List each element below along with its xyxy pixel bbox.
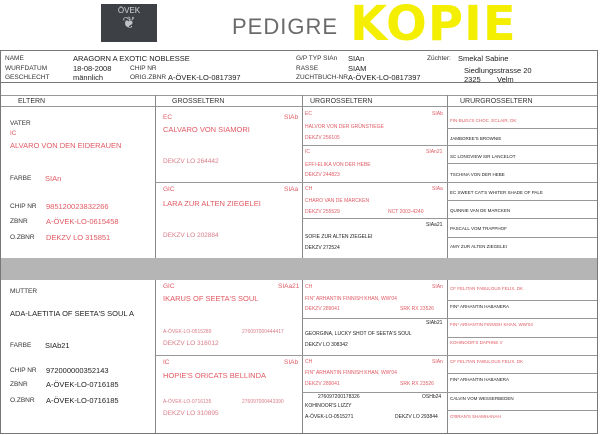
gp-name: HOPIE'S ORICATS BELLINDA	[163, 371, 266, 380]
uugp-name: PASCALL VOM TRAPPHOF	[450, 226, 507, 231]
mother-name: ADA-LAETITIA OF SEETA'S SOUL A	[10, 309, 134, 318]
zuechter-label: Züchter:	[427, 55, 451, 62]
father-title: IC	[10, 130, 17, 137]
zuechter-value: Smekal Sabine	[458, 54, 509, 63]
gp-reg: DEKZV LO 264442	[163, 158, 219, 165]
ugp-color: SIAn	[432, 284, 443, 290]
uugp-name: JAMBOREE'S BROWNIE	[450, 136, 502, 141]
ugp-name: KOHINOOR'S LIZZY	[305, 403, 352, 409]
ugp-color: SIAa	[432, 186, 443, 192]
breeder-address: Siedlungsstrasse 20	[464, 66, 532, 75]
gp-reg2: A-ÖVEK-LO-0515289	[163, 329, 212, 335]
gp-reg: DEKZV LO 316012	[163, 340, 219, 347]
gp-chip: 276097000444417	[242, 329, 284, 335]
gp-title: GIC	[163, 186, 175, 193]
ugp-name: EFFI-ELIKA VON DER HEBE	[305, 162, 371, 168]
ugp-name: FIN" ARHANTIN FINNISH KHAN, WW'04	[305, 370, 397, 376]
father-ozbnr: DEKZV LO 315851	[46, 233, 111, 242]
orig-zbnr-value: A-ÖVEK-LO-0817397	[168, 73, 241, 82]
wurfdatum-value: 18-08-2008	[73, 64, 112, 73]
ugp-color: SIAb21	[426, 320, 443, 326]
gp-color: SIAb	[284, 359, 299, 366]
breeder-city: Velm	[497, 75, 514, 84]
ugp-title: EC	[305, 111, 312, 117]
gp-chip: 276097000443390	[242, 399, 284, 405]
uugp-name: FIN* ARHANTIN HABANERA	[450, 377, 510, 382]
orig-zbnr-label: ORIG.ZBNR	[130, 74, 167, 81]
father-farbe-label: FARBE	[10, 175, 32, 182]
gp-reg: DEKZV LO 310895	[163, 410, 219, 417]
gp-type-value: SIAn	[348, 54, 365, 63]
ugp-name: FIN" ARHANTIN FINNISH KHAN, WW'04	[305, 296, 397, 302]
gp-color: SIAb	[284, 114, 299, 121]
uugp-name: FIN* ARHANTIN HABANERA	[450, 304, 510, 309]
gp-reg2: A-ÖVEK-LO-0716135	[163, 399, 212, 405]
uugp-name: SC LONGVIEW SIR LANCELOT	[450, 154, 516, 159]
father-chip-label: CHIP NR	[10, 203, 37, 210]
ugp-color: SIAb	[432, 111, 443, 117]
ugp-name: SOFIE ZUR ALTEN ZIEGELEI	[305, 234, 373, 240]
name-label: NAME	[5, 55, 24, 62]
gp-name: IKARUS OF SEETA'S SOUL	[163, 294, 259, 303]
mother-zbnr-label: ZBNR	[10, 381, 28, 388]
col-header-eltern: ELTERN	[18, 98, 46, 105]
gp-reg: DEKZV LO 202884	[163, 232, 219, 239]
ugp-reg: DEKZV LO 308342	[305, 342, 348, 348]
ugp-extra: DEKZV LO 293844	[395, 414, 438, 420]
ugp-color: SIAn	[432, 359, 443, 365]
gp-type-label: G/P TYP SIAn	[296, 55, 338, 62]
mother-chip-label: CHIP NR	[10, 367, 37, 374]
zuchtbuch-value: A-ÖVEK-LO-0817397	[348, 73, 421, 82]
chip-label: CHIP NR	[130, 65, 157, 72]
ugp-title: CH	[305, 359, 313, 365]
ugp-chip: 276097200178326	[318, 394, 360, 400]
zuchtbuch-label: ZUCHTBUCH-NR	[296, 74, 348, 81]
ugp-color: OSHb24	[422, 394, 442, 400]
father-role: VATER	[10, 120, 31, 127]
father-ozbnr-label: O.ZBNR	[10, 234, 35, 241]
ugp-extra: SRK RX 23526	[400, 381, 434, 387]
uugp-name: O'BRAN'S SHAMHANAH	[450, 414, 501, 419]
ugp-reg: DEKZV 289041	[305, 306, 340, 312]
mother-farbe-label: FARBE	[10, 342, 32, 349]
uugp-name: CF FELITAN FABULOUS FELIX, DK	[450, 286, 524, 291]
club-logo	[101, 4, 157, 42]
father-farbe: SIAn	[45, 174, 62, 183]
uugp-name: CALVIN VOM WESSERBEDEN	[450, 396, 514, 401]
uugp-name: EC SWEET CAT'S WHITER SHADE OF PALE	[450, 190, 543, 195]
ugp-name: GEORGINA, LUCKY SHOT OF SEETA'S SOUL	[305, 331, 412, 337]
gp-color: SIAa	[284, 186, 299, 193]
col-header-grosseltern: GROSSELTERN	[172, 98, 225, 105]
uugp-name: KOHINOOR'S DAPHNE V	[450, 340, 503, 345]
father-chip: 985120023832266	[46, 202, 109, 211]
rasse-value: SIAM	[348, 64, 367, 73]
gp-color: SIAa21	[278, 283, 300, 290]
father-zbnr: A-ÖVEK-LO-0615458	[46, 217, 119, 226]
ugp-name: CHARO VAN DE MARCKEN	[305, 198, 370, 204]
page-title: PEDIGRE	[232, 14, 339, 39]
mother-farbe: SIAb21	[45, 341, 70, 350]
mother-ozbnr-label: O.ZBNR	[10, 397, 35, 404]
uugp-name: TSCHINA VON DER HEBE	[450, 172, 505, 177]
rasse-label: RASSE	[296, 65, 319, 72]
gp-name: CALVARO VON SIAMORI	[163, 125, 250, 134]
col-header-ururgrosseltern: URURGROSSELTERN	[460, 98, 533, 105]
ugp-color: SIAa21	[426, 222, 443, 228]
ugp-extra: SRK RX 23526	[400, 306, 434, 312]
ugp-reg: DEKZV 256105	[305, 135, 340, 141]
wurfdatum-label: WURFDATUM	[5, 65, 48, 72]
ugp-reg: A-ÖVEK-LO-0515271	[305, 414, 354, 420]
uugp-name: AMY ZUR ALTEN ZIEGELEI	[450, 244, 507, 249]
gp-name: LARA ZUR ALTEN ZIEGELEI	[163, 199, 261, 208]
mother-zbnr: A-ÖVEK-LO-0716185	[46, 380, 119, 389]
ugp-title: IC	[305, 149, 310, 155]
geschlecht-label: GESCHLECHT	[5, 74, 50, 81]
breeder-zip: 2325	[464, 75, 481, 84]
uugp-name: FIN-BLEU'S CHOC. ECLAIR, DK	[450, 118, 517, 123]
ugp-extra: NCT 2003-4240	[388, 209, 424, 215]
emblem-icon: ❦	[122, 15, 136, 32]
mother-chip: 972000000352143	[46, 366, 109, 375]
ugp-reg: DEKZV 244823	[305, 172, 340, 178]
ugp-color: SIAn21	[426, 149, 443, 155]
uugp-name: FIN* ARHANTIN FINNISH KHAN, WW'04	[450, 322, 533, 327]
uugp-name: CF FELITAN FABULOUS FELIX, DK	[450, 359, 524, 364]
uugp-name: QUINNIE VAN DE MARCKEN	[450, 208, 511, 213]
ugp-reg: DEKZV 255529	[305, 209, 340, 215]
geschlecht-value: männlich	[73, 73, 104, 82]
logo-text: ÖVEK	[117, 6, 141, 15]
father-name: ALVARO VON DEN EIDERAUEN	[10, 141, 122, 150]
mother-role: MUTTER	[10, 288, 38, 295]
gp-title: IC	[163, 359, 170, 366]
mother-ozbnr: A-ÖVEK-LO-0716185	[46, 396, 119, 405]
col-header-urgrosseltern: URGROSSELTERN	[310, 98, 373, 105]
name-value: ARAGORN A EXOTIC NOBLESSE	[73, 54, 190, 63]
ugp-title: CH	[305, 186, 313, 192]
copy-stamp: KOPIE	[350, 0, 517, 52]
ugp-reg: DEKZV 289041	[305, 381, 340, 387]
ugp-reg: DEKZV 272524	[305, 245, 340, 251]
separator-band	[1, 258, 597, 280]
ugp-name: HALVOR VON DER GRÜNSTIEGE	[305, 124, 384, 130]
gp-title: GIC	[163, 283, 175, 290]
gp-title: EC	[163, 114, 173, 121]
father-zbnr-label: ZBNR	[10, 218, 28, 225]
ugp-title: CH	[305, 284, 313, 290]
